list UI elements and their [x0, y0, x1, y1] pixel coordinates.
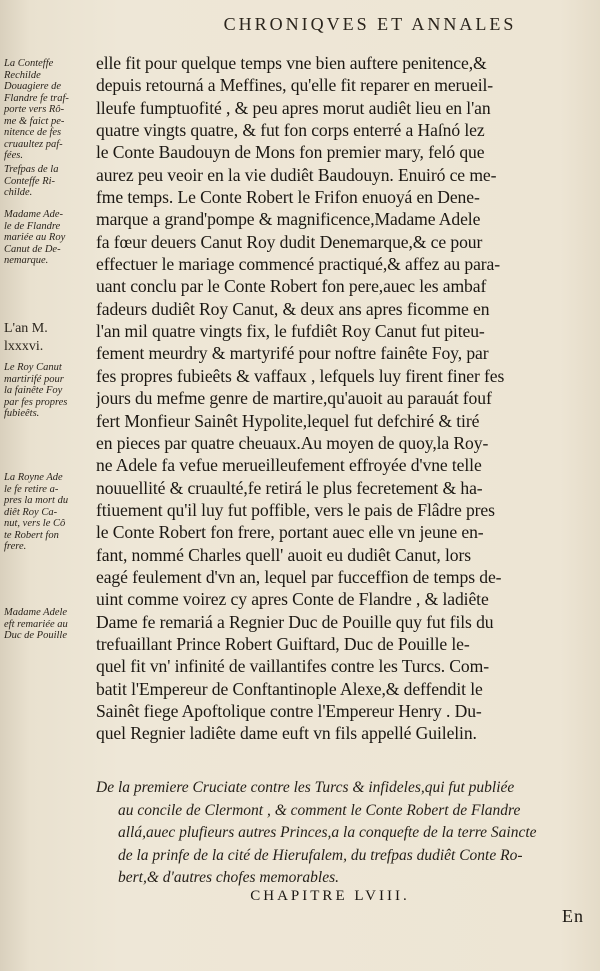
text-line: uint comme voirez cy apres Conte de Flandre , & ladiête	[96, 589, 489, 610]
text-line: fa fœur deuers Canut Roy dudit Denemarque,& ce pour	[96, 231, 483, 252]
text-line: quel Regnier ladiête dame euft vn fils appellé Guilelin.	[96, 723, 477, 744]
text-line: fert Monfieur Sainêt Hypolite,lequel fut defchiré & tiré	[96, 410, 480, 431]
text-line: ftiuement qu'il luy fut poffible, vers le pais de Flâdre pres	[96, 499, 495, 520]
text-line: trefuaillant Prince Robert Guiftard, Duc de Pouille le-	[96, 633, 470, 654]
sidenote-adele-remarried: Madame Adele eft remariée au Duc de Pouille	[4, 607, 68, 641]
text-line: le Conte Baudouyn de Mons fon premier mary, feló que	[96, 142, 485, 163]
chapter-label: CHAPITRE LVIII.	[250, 888, 410, 904]
summary-line: au concile de Clermont , & comment le Conte Robert de Flandre	[118, 801, 521, 819]
text-line: fement meurdry & martyrifé pour noftre fainête Foy, par	[96, 343, 489, 364]
text-line: fadeurs dudiêt Roy Canut, & deux ans apres ficomme en	[96, 298, 490, 319]
sidenote-rechilde-penitence: La Conteffe Rechilde Douagiere de Flandre fe traf- porte vers Rô- me & faict pe- nitence de fes cruaultez paf- fées.	[4, 58, 69, 161]
text-line: aurez peu veoir en la vie dudiêt Baudouyn. Enuiró ce me-	[96, 164, 497, 185]
text-line: le Conte Robert fon frere, portant auec elle vn jeune en-	[96, 522, 484, 543]
summary-line: allá,auec plufieurs autres Princes,a la conquefte de la terre Saincte	[118, 824, 537, 841]
text-line: depuis retourná a Meffines, qu'elle fit reparer en merueil-	[96, 75, 494, 96]
sidenote-adele-marriage: Madame Ade- le de Flandre mariée au Roy Canut de De- nemarque.	[4, 209, 66, 266]
running-head: CHRONIQVES ET ANNALES	[223, 14, 517, 34]
text-line: nouuellité & cruaulté,fe retirá le plus fecretement & ha-	[96, 477, 483, 498]
text-line: quel fit vn' infinité de vaillantifes contre les Turcs. Com-	[96, 656, 489, 677]
text-line: uant conclu par le Conte Robert fon pere,auec les ambaf	[96, 276, 487, 297]
text-line: batit l'Empereur de Conftantinople Alexe,& deffendit le	[96, 678, 483, 699]
sidenote-canut-martyr: Le Roy Canut martirifé pour la fainête Foy par fes propres fubieêts.	[4, 362, 68, 419]
catchword: En	[562, 906, 584, 926]
text-line: fes propres fubieêts & vaffaux , lefquels luy firent finer fes	[96, 365, 505, 386]
chapter-summary	[96, 777, 566, 890]
text-line: Dame fe remariá a Regnier Duc de Pouille quy fut fils du	[96, 611, 494, 632]
body-text	[96, 52, 556, 745]
sidenote-adele-retreat: La Royne Ade le fe retire a- pres la mort du diêt Roy Ca- nut, vers le Cô te Robert fon frere.	[4, 472, 69, 552]
summary-line: bert,& d'autres chofes memorables.	[118, 869, 340, 886]
text-line: effectuer le mariage commencé practiqué,& affez au para-	[96, 254, 501, 275]
text-line: elle fit pour quelque temps vne bien auftere penitence,&	[96, 53, 487, 73]
text-line: eagé feulement d'vn an, lequel par fucceffion de temps de-	[96, 566, 502, 587]
text-line: fant, nommé Charles quell' auoit eu dudiêt Canut, lors	[96, 544, 471, 565]
text-line: marque a grand'pompe & magnificence,Madame Adele	[96, 209, 481, 230]
sidenote-death-rechilde: Trefpas de la Conteffe Ri- childe.	[4, 164, 59, 198]
text-line: en pieces par quatre cheuaux.Au moyen de quoy,la Roy-	[96, 432, 489, 453]
text-line: ne Adele fa vefue merueilleufement effroyée d'vne telle	[96, 455, 482, 476]
summary-line: de la prinfe de la cité de Hierufalem, du trefpas dudiêt Conte Ro-	[118, 846, 523, 864]
text-line: Sainêt fiege Apoftolique contre l'Empereur Henry . Du-	[96, 700, 482, 721]
summary-line: De la premiere Cruciate contre les Turcs & infideles,qui fut publiée	[96, 779, 515, 796]
text-line: lleufe fumptuofité , & peu apres morut audiêt lieu en l'an	[96, 97, 491, 118]
sidenote-year: L'an M. lxxxvi.	[4, 321, 48, 354]
text-line: fme temps. Le Conte Robert le Frifon enuoyá en Dene-	[96, 187, 480, 208]
text-line: quatre vingts quatre, & fut fon corps enterré a Haſnó lez	[96, 120, 485, 141]
text-line: l'an mil quatre vingts fix, le fufdiêt Roy Canut fut piteu-	[96, 321, 485, 342]
text-line: jours du mefme genre de martire,qu'auoit au parauát fouf	[96, 388, 492, 409]
